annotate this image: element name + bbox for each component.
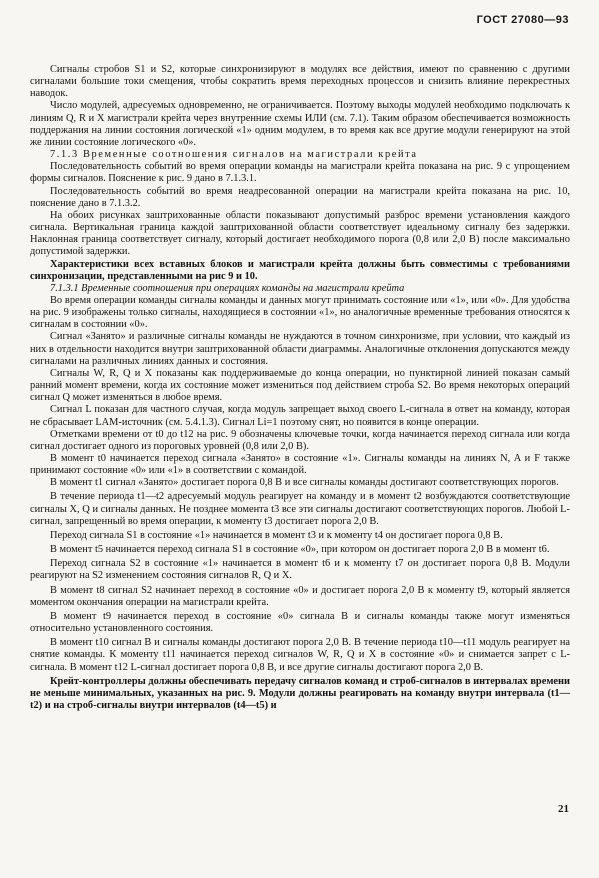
standard-code: ГОСТ 27080—93 [476,14,569,26]
paragraph: Последовательность событий во время неадресованной операции на магистрали крейта показана на рис. 10, пояснение дано в 7.1.3.2. [30,185,570,209]
paragraph: Сигнал L показан для частного случая, когда модуль запрещает выход своего L-сигнала в ответ на команду, которая не сбрасывает LAM-источник (см. 5.4.1.3). Сигнал Li=1 поэтому снят, но появится в конце операции. [30,404,570,428]
paragraph: На обоих рисунках заштрихованные области показывают допустимый разброс времени установления каждого сигнала. Вертикальная граница каждой заштрихованной области соответствует идеальному сигналу без задержки. Наклонная граница соответствует сигналу, который достигает необходимого порога (0,8 или 2,0 В) после максимально допустимой задержки. [30,209,570,258]
paragraph: В момент t5 начинается переход сигнала S1 в состояние «0», при котором он достигает порога 2,0 В в момент t6. [50,544,550,556]
paragraph: Сигналы W, R, Q и X показаны как поддерживаемые до конца операции, но пунктирной линией показан самый ранний момент времени, когда их состояние может измениться под действием строба S2. Во время некоторых операций сигнал Q может изменяться в любое время. [30,367,570,404]
paragraph: Переход сигнала S1 в состояние «1» начинается в момент t3 и к моменту t4 он достигает порога 0,8 В. [50,529,503,541]
paragraph: Сигналы стробов S1 и S2, которые синхронизируют в модулях все действия, имеют по сравнению с другими сигналами большие токи смещения, чтобы сократить время переходных процессов и снизить влияние перекрестных наводок. [30,64,570,100]
paragraph: В течение периода t1—t2 адресуемый модуль реагирует на команду и в момент t2 возбуждаются соответствующие сигналы X, Q и сигналы данных. Не позднее момента t3 все эти сигналы достигают соответствующих порогов. Любой L-сигнал, запрещенный во время операции, к моменту t3 достигает порога 2,0 В. [30,491,570,527]
paragraph: В момент t1 сигнал «Занято» достигает порога 0,8 В и все сигналы команды достигают соответствующих порогов. [50,477,559,489]
paragraph: Сигнал «Занято» и различные сигналы команды не нуждаются в точном синхронизме, при условии, что каждый из них в отдельности находится внутри заштрихованной области диаграммы. Аналогичные отклонения допускаются между сигналами на различных линиях данных и состояния. [30,331,570,367]
paragraph: В момент t0 начинается переход сигнала «Занято» в состояние «1». Сигналы команды на линиях N, A и F также принимают состояние «0» или «1» в соответствии с командой. [30,453,570,477]
document-body [30,64,570,712]
paragraph: В момент t10 сигнал В и сигналы команды достигают порога 2,0 В. В течение периода t10—t11 модуль реагирует на снятие команды. К моменту t11 начинается переход сигналов W, R, Q и X в состояние «0» и снимается запрет с L-сигнала. В момент t12 L-сигнал достигает порога 0,8 В, и все другие сигналы достигают порога 2,0 В. [30,637,570,673]
requirement-paragraph: Крейт-контроллеры должны обеспечивать передачу сигналов команд и строб-сигналов в интервалах времени не меньше минимальных, указанных на рис. 9. Модули должны реагировать на команду внутри интервала (t1—t2) и на строб-сигналы внутри интервалов (t4—t5) и [30,675,570,711]
paragraph: В момент t8 сигнал S2 начинает переход в состояние «0» и достигает порога 2,0 В к моменту t9, который является моментом окончания операции на магистрали крейта. [30,584,570,608]
section-heading: 7.1.3 Временные соотношения сигналов на магистрали крейта [50,149,418,161]
paragraph: Число модулей, адресуемых одновременно, не ограничивается. Поэтому выходы модулей необходимо подключать к линиям Q, R и X магистрали крейта через внутренние схемы ИЛИ (см. 7.1). Таким образом обеспечивается возможность поддержания на линии состояния логической «1» одним модулем, в то время как все другие модули генерируют на этой же линии состояние логического «0». [30,100,570,148]
paragraph: В момент t9 начинается переход в состояние «0» сигнала В и сигналы команды также могут изменяться относительно установленного состояния. [30,610,570,635]
paragraph: Отметками времени от t0 до t12 на рис. 9 обозначены ключевые точки, когда начинается переход сигнала или когда сигнал достигает одного из пороговых уровней (0,8 или 2,0 В). [30,428,570,452]
paragraph: Последовательность событий во время операции команды на магистрали крейта показана на рис. 9 с упрощением формы сигналов. Пояснение к рис. 9 дано в 7.1.3.1. [30,161,570,185]
paragraph: Во время операции команды сигналы команды и данных могут принимать состояние или «1», или «0». Для удобства на рис. 9 изображены только сигналы, находящиеся в состоянии «1», но аналогичные временные требования относятся к сигналам в состоянии «0». [30,294,570,331]
subsection-heading: 7.1.3.1 Временные соотношения при операциях команды на магистрали крейта [50,282,405,294]
requirement-paragraph: Характеристики всех вставных блоков и магистрали крейта должны быть совместимы с требованиями синхронизации, представленными на рис 9 и 10. [30,258,570,282]
page-number: 21 [558,803,569,815]
paragraph: Переход сигнала S2 в состояние «1» начинается в момент t6 и к моменту t7 он достигает порога 0,8 В. Модули реагируют на S2 изменением состояния сигналов R, Q и X. [30,558,570,582]
